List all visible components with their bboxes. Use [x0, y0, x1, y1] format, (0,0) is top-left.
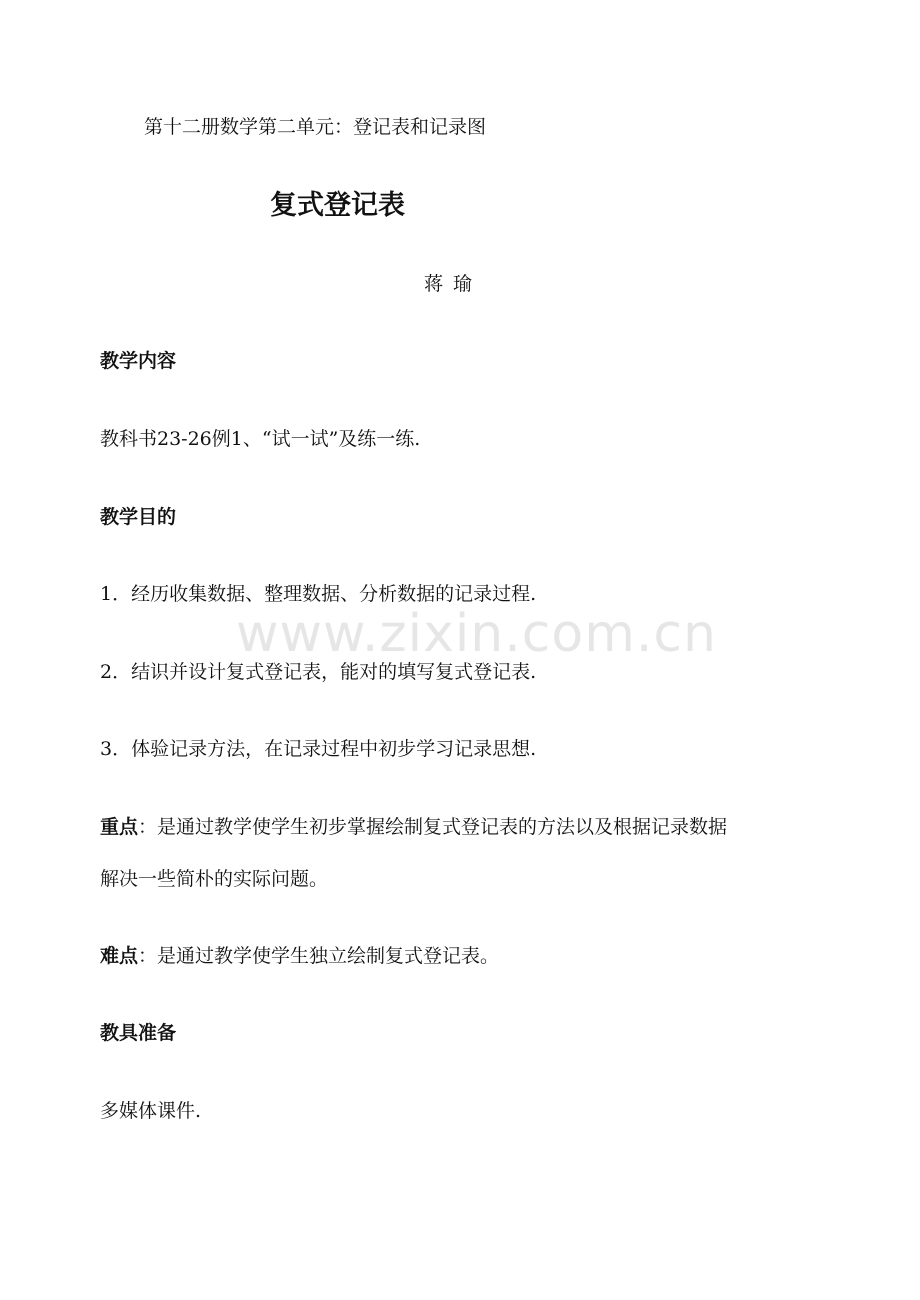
- difficulty-label: 难点: [100, 945, 139, 967]
- tools-text: 多媒体课件.: [100, 1100, 202, 1122]
- section-heading-content: 教学内容: [100, 350, 177, 372]
- key-point-label: 重点: [100, 816, 139, 838]
- content-text: 教科书23-26例1、“试一试”及练一练.: [100, 428, 421, 450]
- goal-item-3: 3．体验记录方法，在记录过程中初步学习记录思想.: [100, 738, 537, 760]
- goal-item-2: 2．结识并设计复式登记表，能对的填写复式登记表.: [100, 661, 537, 683]
- key-point-line-1: [100, 815, 727, 839]
- watermark-text: www.zixin.com.cn: [236, 604, 717, 664]
- difficulty-line: [100, 944, 499, 968]
- difficulty-text: ：是通过教学使学生独立绘制复式登记表。: [138, 945, 500, 967]
- key-point-text: ：是通过教学使学生初步掌握绘制复式登记表的方法以及根据记录数据: [138, 816, 728, 838]
- page-title: 复式登记表: [270, 190, 405, 221]
- section-heading-goals: 教学目的: [100, 506, 177, 528]
- key-point-line-2: 解决一些简朴的实际问题。: [100, 868, 329, 890]
- author-name: 蒋瑜: [424, 273, 483, 295]
- section-heading-tools: 教具准备: [100, 1022, 177, 1044]
- goal-item-1: 1．经历收集数据、整理数据、分析数据的记录过程.: [100, 583, 537, 605]
- unit-heading: 第十二册数学第二单元：登记表和记录图: [144, 116, 487, 138]
